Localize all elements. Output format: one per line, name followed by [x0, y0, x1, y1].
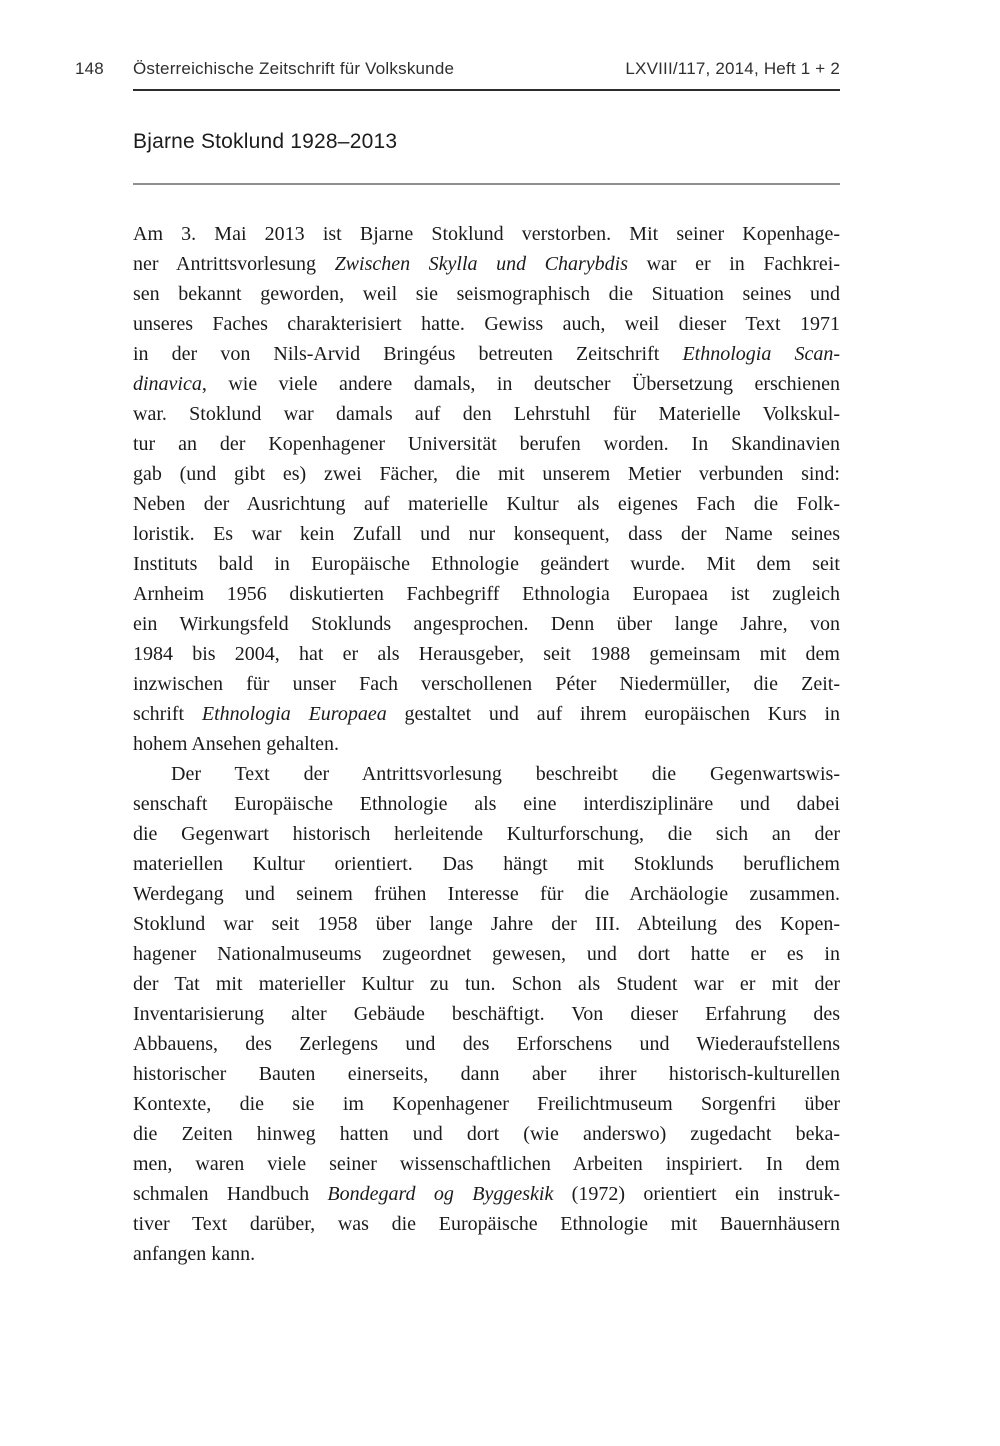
- paragraph: [133, 759, 840, 1269]
- text-line: [133, 789, 840, 819]
- text-segment: tiver Text darüber, was die Europäische Ethnologie mit Bauernhäusern: [133, 1213, 840, 1235]
- italic-text-segment: Zwischen Skylla und Charybdis: [334, 253, 629, 275]
- text-segment: die Zeiten hinweg hatten und dort (wie anderswo) zugedacht beka-: [133, 1123, 840, 1145]
- text-line: [133, 489, 840, 519]
- text-segment: Werdegang und seinem frühen Interesse für die Archäologie zusammen.: [133, 883, 840, 905]
- text-segment: (1972) orientiert ein instruk-: [553, 1183, 840, 1205]
- text-segment: Stoklund war seit 1958 über lange Jahre der III. Abteilung des Kopen-: [133, 913, 840, 935]
- text-line: [133, 729, 840, 759]
- text-segment: gab (und gibt es) zwei Fächer, die mit unserem Metier verbunden sind:: [133, 463, 840, 485]
- text-line: [133, 519, 840, 549]
- text-line: [133, 1149, 840, 1179]
- text-line: [133, 339, 840, 369]
- text-segment: die Gegenwart historisch herleitende Kulturforschung, die sich an der: [133, 823, 840, 845]
- text-segment: war. Stoklund war damals auf den Lehrstuhl für Materielle Volkskul-: [133, 403, 840, 425]
- text-segment: senschaft Europäische Ethnologie als eine interdisziplinäre und dabei: [133, 793, 840, 815]
- text-line: [133, 1089, 840, 1119]
- text-segment: inzwischen für unser Fach verschollenen Péter Niedermüller, die Zeit-: [133, 673, 840, 695]
- text-segment: Am 3. Mai 2013 ist Bjarne Stoklund verstorben. Mit seiner Kopenhage-: [133, 223, 840, 245]
- text-line: [133, 1119, 840, 1149]
- text-line: [133, 459, 840, 489]
- italic-text-segment: Bondegard og Byggeskik: [327, 1183, 554, 1205]
- text-segment: loristik. Es war kein Zufall und nur konsequent, dass der Name seines: [133, 523, 840, 545]
- text-segment: Abbauens, des Zerlegens und des Erforschens und Wiederaufstellens: [133, 1033, 840, 1055]
- text-segment: Der Text der Antrittsvorlesung beschreibt die Gegenwartswis-: [171, 763, 840, 785]
- text-segment: unseres Faches charakterisiert hatte. Gewiss auch, weil dieser Text 1971: [133, 313, 840, 335]
- text-line: [133, 579, 840, 609]
- text-segment: Neben der Ausrichtung auf materielle Kultur als eigenes Fach die Folk-: [133, 493, 840, 515]
- text-line: [133, 1239, 840, 1269]
- article-title: Bjarne Stoklund 1928–2013: [133, 130, 398, 153]
- text-segment: schmalen Handbuch: [133, 1183, 328, 1205]
- text-line: [133, 669, 840, 699]
- page-number: 148: [75, 59, 104, 78]
- text-segment: war er in Fachkrei-: [628, 253, 840, 275]
- paragraph: [133, 219, 840, 759]
- title-rule: [133, 183, 840, 185]
- text-line: [133, 1029, 840, 1059]
- italic-text-segment: Ethnologia Europaea: [201, 703, 387, 725]
- text-line: [133, 639, 840, 669]
- text-line: [133, 549, 840, 579]
- text-line: [133, 819, 840, 849]
- text-line: [133, 279, 840, 309]
- text-line: [133, 939, 840, 969]
- text-segment: Instituts bald in Europäische Ethnologie geändert wurde. Mit dem seit: [133, 553, 840, 575]
- text-segment: ner Antrittsvorlesung: [133, 253, 335, 275]
- text-line: [133, 879, 840, 909]
- text-line: [133, 909, 840, 939]
- text-line: [133, 969, 840, 999]
- text-segment: Kontexte, die sie im Kopenhagener Freilichtmuseum Sorgenfri über: [133, 1093, 840, 1115]
- text-line: [133, 699, 840, 729]
- text-line: [133, 759, 840, 789]
- text-segment: Arnheim 1956 diskutierten Fachbegriff Ethnologia Europaea ist zugleich: [133, 583, 840, 605]
- text-line: [133, 399, 840, 429]
- text-segment: materiellen Kultur orientiert. Das hängt mit Stoklunds beruflichem: [133, 853, 840, 875]
- header-rule: [133, 89, 840, 91]
- italic-text-segment: Ethnologia Scan-: [682, 343, 840, 365]
- text-line: [133, 309, 840, 339]
- text-line: [133, 609, 840, 639]
- text-segment: Inventarisierung alter Gebäude beschäftigt. Von dieser Erfahrung des: [133, 1003, 840, 1025]
- text-segment: sen bekannt geworden, weil sie seismographisch die Situation seines und: [133, 283, 840, 305]
- text-segment: ein Wirkungsfeld Stoklunds angesprochen. Denn über lange Jahre, von: [133, 613, 840, 635]
- text-segment: der Tat mit materieller Kultur zu tun. Schon als Student war er mit der: [133, 973, 840, 995]
- text-segment: tur an der Kopenhagener Universität berufen worden. In Skandinavien: [133, 433, 840, 455]
- text-segment: , wie viele andere damals, in deutscher Übersetzung erschienen: [201, 373, 840, 395]
- text-line: [133, 249, 840, 279]
- text-segment: 1984 bis 2004, hat er als Herausgeber, seit 1988 gemeinsam mit dem: [133, 643, 840, 665]
- text-segment: hagener Nationalmuseums zugeordnet gewesen, und dort hatte er es in: [133, 943, 840, 965]
- text-segment: men, waren viele seiner wissenschaftlichen Arbeiten inspiriert. In dem: [133, 1153, 840, 1175]
- text-line: [133, 849, 840, 879]
- text-segment: historischer Bauten einerseits, dann aber ihrer historisch-kulturellen: [133, 1063, 840, 1085]
- text-segment: anfangen kann.: [133, 1243, 256, 1265]
- journal-title: Österreichische Zeitschrift für Volkskunde: [133, 59, 455, 78]
- text-segment: hohem Ansehen gehalten.: [133, 733, 340, 755]
- italic-text-segment: dinavica: [133, 373, 202, 395]
- issue-info: LXVIII/117, 2014, Heft 1 + 2: [625, 59, 840, 78]
- text-line: [133, 1209, 840, 1239]
- text-segment: in der von Nils-Arvid Bringéus betreuten Zeitschrift: [133, 343, 683, 365]
- text-segment: schrift: [133, 703, 202, 725]
- text-line: [133, 1179, 840, 1209]
- text-line: [133, 1059, 840, 1089]
- text-line: [133, 429, 840, 459]
- text-line: [133, 999, 840, 1029]
- text-line: [133, 369, 840, 399]
- article-body: [133, 219, 840, 1269]
- text-line: [133, 219, 840, 249]
- text-segment: gestaltet und auf ihrem europäischen Kurs in: [386, 703, 840, 725]
